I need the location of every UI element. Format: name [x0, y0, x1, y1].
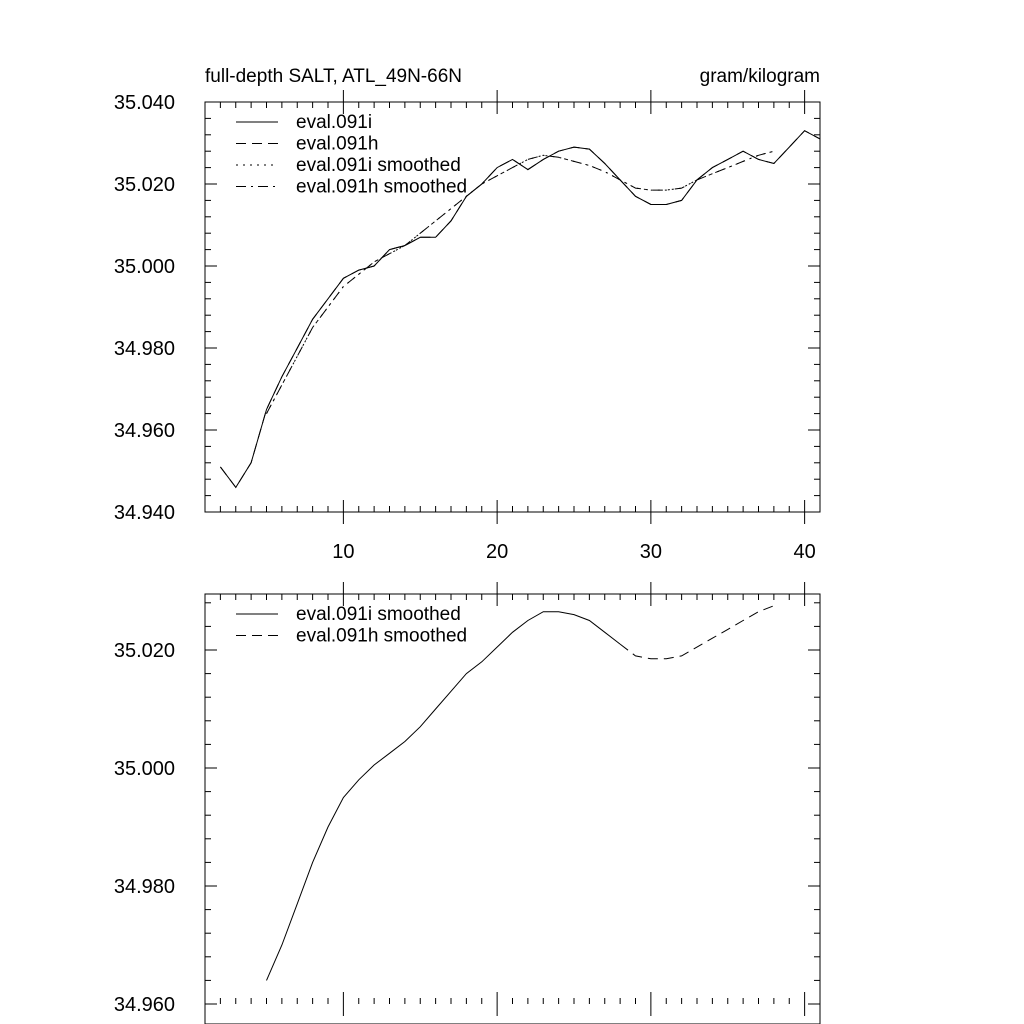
top-legend-label: eval.091h smoothed	[296, 176, 468, 198]
top-y-tick-label: 35.020	[113, 174, 175, 196]
top-legend-label: eval.091i smoothed	[296, 155, 461, 176]
top-y-tick-label: 34.980	[113, 338, 175, 360]
bottom-y-tick-label: 35.020	[113, 640, 175, 662]
bottom-legend	[236, 604, 467, 647]
bottom-legend-label: eval.091h smoothed	[296, 625, 468, 647]
top-y-tick-label: 34.940	[113, 502, 175, 524]
bottom-series	[267, 606, 774, 981]
top-x-tick-label: 40	[793, 541, 816, 563]
top-legend	[236, 112, 467, 198]
bottom-series-line-2	[620, 606, 774, 659]
top-x-tick-label: 10	[332, 541, 355, 563]
top-y-tick-label: 34.960	[113, 420, 175, 442]
top-x-tick-label: 20	[486, 541, 509, 563]
top-panel	[114, 66, 820, 563]
bottom-y-tick-label: 34.980	[113, 876, 175, 898]
bottom-panel	[114, 582, 820, 1024]
bottom-legend-label: eval.091i smoothed	[296, 604, 461, 625]
bottom-y-tick-label: 34.960	[113, 994, 175, 1016]
bottom-ticks	[205, 582, 820, 1016]
title-right: gram/kilogram	[699, 66, 820, 87]
top-y-tick-label: 35.000	[113, 256, 175, 278]
bottom-series-line-1	[267, 612, 621, 981]
top-y-tick-label: 35.040	[113, 92, 175, 114]
bottom-plot-frame	[205, 594, 820, 1024]
top-x-tick-label: 30	[639, 541, 662, 563]
top-legend-label: eval.091h	[296, 133, 379, 155]
bottom-y-tick-labels	[114, 640, 175, 1016]
top-x-tick-labels	[332, 541, 816, 563]
top-legend-label: eval.091i	[296, 112, 373, 133]
top-y-tick-labels	[114, 92, 175, 524]
title-left: full-depth SALT, ATL_49N-66N	[205, 66, 462, 87]
bottom-y-tick-label: 35.000	[113, 758, 175, 780]
